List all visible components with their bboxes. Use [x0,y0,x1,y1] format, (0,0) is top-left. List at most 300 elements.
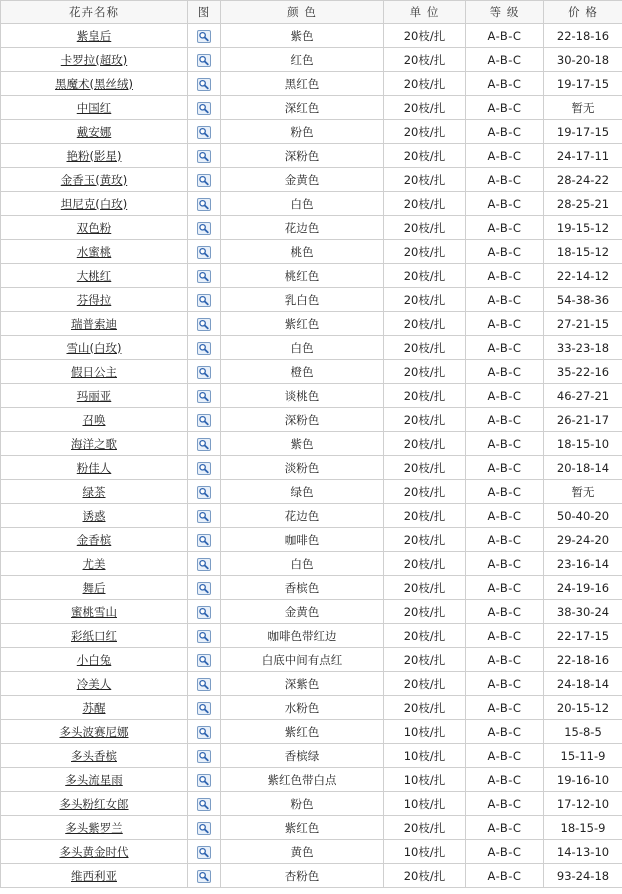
price-cell: 24-19-16 [544,576,622,600]
grade-cell: A-B-C [466,624,544,648]
magnifier-icon[interactable] [197,102,211,115]
magnifier-icon[interactable] [197,750,211,763]
unit-cell: 20枝/扎 [384,264,466,288]
flower-name-link[interactable]: 假日公主 [71,364,117,379]
image-cell [188,744,221,768]
flower-name-link[interactable]: 戴安娜 [76,124,112,139]
color-cell: 粉色 [221,792,384,816]
table-row [1,816,622,840]
table-row [1,312,622,336]
grade-cell: A-B-C [466,768,544,792]
flower-name-link[interactable]: 多头黄金时代 [59,844,129,859]
magnifier-icon[interactable] [197,582,211,595]
price-cell: 18-15-12 [544,240,622,264]
magnifier-icon[interactable] [197,462,211,475]
table-row [1,48,622,72]
color-cell: 咖啡色 [221,528,384,552]
color-cell: 谈桃色 [221,384,384,408]
price-cell: 23-16-14 [544,552,622,576]
unit-cell: 20枝/扎 [384,648,466,672]
grade-cell: A-B-C [466,648,544,672]
image-cell [188,528,221,552]
magnifier-icon[interactable] [197,654,211,667]
image-cell [188,864,221,888]
price-cell: 27-21-15 [544,312,622,336]
unit-cell: 20枝/扎 [384,288,466,312]
unit-cell: 20枝/扎 [384,216,466,240]
unit-cell: 10枝/扎 [384,768,466,792]
flower-name-cell [1,144,188,168]
price-cell: 19-17-15 [544,120,622,144]
image-cell [188,600,221,624]
unit-cell: 20枝/扎 [384,336,466,360]
grade-cell: A-B-C [466,96,544,120]
color-cell: 紫红色带白点 [221,768,384,792]
price-cell: 20-18-14 [544,456,622,480]
grade-cell: A-B-C [466,24,544,48]
price-cell: 22-18-16 [544,24,622,48]
flower-name-cell [1,624,188,648]
magnifier-icon[interactable] [197,678,211,691]
flower-name-link[interactable]: 多头波赛尼娜 [59,724,129,739]
grade-cell: A-B-C [466,168,544,192]
unit-cell: 20枝/扎 [384,528,466,552]
grade-cell: A-B-C [466,456,544,480]
flower-name-cell [1,96,188,120]
grade-cell: A-B-C [466,312,544,336]
image-cell [188,408,221,432]
color-cell: 紫红色 [221,312,384,336]
unit-cell: 10枝/扎 [384,792,466,816]
flower-name-cell [1,360,188,384]
color-cell: 粉色 [221,120,384,144]
flower-name-link[interactable]: 多头紫罗兰 [65,820,123,835]
flower-name-link[interactable]: 雪山(白玫) [66,340,122,355]
image-cell [188,456,221,480]
grade-cell: A-B-C [466,720,544,744]
price-cell: 20-15-12 [544,696,622,720]
flower-name-cell [1,288,188,312]
flower-name-link[interactable]: 彩纸口红 [71,628,117,643]
flower-name-link[interactable]: 维西利亚 [71,868,117,883]
color-cell: 桃色 [221,240,384,264]
unit-cell: 20枝/扎 [384,600,466,624]
table-row [1,480,622,504]
magnifier-icon[interactable] [197,534,211,547]
price-cell: 26-21-17 [544,408,622,432]
unit-cell: 20枝/扎 [384,192,466,216]
image-cell [188,432,221,456]
color-cell: 淡粉色 [221,456,384,480]
image-cell [188,504,221,528]
flower-name-link[interactable]: 多头流星雨 [65,772,123,787]
table-row [1,288,622,312]
color-cell: 香槟色 [221,576,384,600]
unit-cell: 10枝/扎 [384,840,466,864]
price-cell: 24-17-11 [544,144,622,168]
flower-name-cell [1,240,188,264]
magnifier-icon[interactable] [197,270,211,283]
magnifier-icon[interactable] [197,294,211,307]
color-cell: 深紫色 [221,672,384,696]
image-cell [188,696,221,720]
flower-name-cell [1,24,188,48]
flower-name-cell [1,264,188,288]
table-row [1,648,622,672]
color-cell: 乳白色 [221,288,384,312]
image-cell [188,768,221,792]
magnifier-icon[interactable] [197,630,211,643]
price-cell: 28-25-21 [544,192,622,216]
flower-name-link[interactable]: 海洋之歌 [71,436,117,451]
image-cell [188,120,221,144]
image-cell [188,648,221,672]
price-cell: 15-11-9 [544,744,622,768]
unit-cell: 10枝/扎 [384,744,466,768]
unit-cell: 20枝/扎 [384,408,466,432]
price-cell: 19-17-15 [544,72,622,96]
grade-cell: A-B-C [466,552,544,576]
flower-name-link[interactable]: 卡罗拉(超玫) [60,52,128,67]
unit-cell: 20枝/扎 [384,240,466,264]
flower-name-cell [1,192,188,216]
grade-cell: A-B-C [466,696,544,720]
flower-name-cell [1,456,188,480]
magnifier-icon[interactable] [197,438,211,451]
image-cell [188,720,221,744]
price-cell: 38-30-24 [544,600,622,624]
price-cell: 22-17-15 [544,624,622,648]
table-row [1,264,622,288]
grade-cell: A-B-C [466,144,544,168]
color-cell: 紫色 [221,432,384,456]
flower-name-link[interactable]: 黑魔术(黑丝绒) [55,76,133,91]
flower-name-link[interactable]: 玛丽亚 [76,388,112,403]
flower-name-cell [1,216,188,240]
table-row [1,696,622,720]
price-cell: 19-15-12 [544,216,622,240]
table-row [1,576,622,600]
flower-name-cell [1,336,188,360]
image-cell [188,144,221,168]
flower-name-cell [1,72,188,96]
unit-cell: 20枝/扎 [384,144,466,168]
magnifier-icon[interactable] [197,726,211,739]
grade-cell: A-B-C [466,48,544,72]
header-name: 花卉名称 [1,1,188,24]
image-cell [188,312,221,336]
magnifier-icon[interactable] [197,198,211,211]
magnifier-icon[interactable] [197,150,211,163]
color-cell: 紫红色 [221,816,384,840]
grade-cell: A-B-C [466,744,544,768]
color-cell: 白色 [221,552,384,576]
magnifier-icon[interactable] [197,318,211,331]
flower-name-link[interactable]: 水蜜桃 [76,244,112,259]
table-row [1,768,622,792]
magnifier-icon[interactable] [197,702,211,715]
grade-cell: A-B-C [466,120,544,144]
color-cell: 白色 [221,192,384,216]
color-cell: 花边色 [221,504,384,528]
color-cell: 深粉色 [221,408,384,432]
grade-cell: A-B-C [466,816,544,840]
unit-cell: 20枝/扎 [384,552,466,576]
grade-cell: A-B-C [466,72,544,96]
color-cell: 紫色 [221,24,384,48]
grade-cell: A-B-C [466,600,544,624]
magnifier-icon[interactable] [197,54,211,67]
image-cell [188,480,221,504]
image-cell [188,384,221,408]
price-cell: 18-15-10 [544,432,622,456]
image-cell [188,816,221,840]
price-cell: 30-20-18 [544,48,622,72]
image-cell [188,96,221,120]
grade-cell: A-B-C [466,480,544,504]
price-cell: 22-14-12 [544,264,622,288]
image-cell [188,216,221,240]
table-header-row [1,1,622,24]
price-cell: 22-18-16 [544,648,622,672]
flower-name-link[interactable]: 多头粉红女郎 [59,796,129,811]
flower-name-link[interactable]: 小白兔 [76,652,112,667]
flower-name-cell [1,312,188,336]
table-row [1,456,622,480]
magnifier-icon[interactable] [197,870,211,883]
flower-name-link[interactable]: 冷美人 [76,676,112,691]
magnifier-icon[interactable] [197,510,211,523]
flower-name-link[interactable]: 苏醒 [82,700,106,715]
flower-name-link[interactable]: 尤美 [82,556,106,571]
color-cell: 橙色 [221,360,384,384]
color-cell: 咖啡色带红边 [221,624,384,648]
grade-cell: A-B-C [466,264,544,288]
unit-cell: 20枝/扎 [384,864,466,888]
color-cell: 黄色 [221,840,384,864]
price-cell: 19-16-10 [544,768,622,792]
unit-cell: 20枝/扎 [384,24,466,48]
flower-name-link[interactable]: 绿茶 [82,484,106,499]
unit-cell: 20枝/扎 [384,696,466,720]
price-cell: 暂无 [544,480,622,504]
flower-name-link[interactable]: 诱惑 [82,508,106,523]
magnifier-icon[interactable] [197,246,211,259]
flower-name-cell [1,48,188,72]
grade-cell: A-B-C [466,360,544,384]
magnifier-icon[interactable] [197,366,211,379]
grade-cell: A-B-C [466,792,544,816]
flower-name-link[interactable]: 芬得拉 [76,292,112,307]
image-cell [188,624,221,648]
unit-cell: 10枝/扎 [384,720,466,744]
color-cell: 白底中间有点红 [221,648,384,672]
flower-name-cell [1,504,188,528]
grade-cell: A-B-C [466,240,544,264]
image-cell [188,576,221,600]
table-row [1,792,622,816]
header-color: 颜 色 [221,1,384,24]
flower-name-link[interactable]: 召唤 [82,412,106,427]
magnifier-icon[interactable] [197,390,211,403]
image-cell [188,72,221,96]
color-cell: 白色 [221,336,384,360]
magnifier-icon[interactable] [197,414,211,427]
grade-cell: A-B-C [466,384,544,408]
grade-cell: A-B-C [466,432,544,456]
magnifier-icon[interactable] [197,222,211,235]
flower-name-cell [1,720,188,744]
unit-cell: 20枝/扎 [384,72,466,96]
flower-name-link[interactable]: 中国红 [76,100,112,115]
unit-cell: 20枝/扎 [384,672,466,696]
unit-cell: 20枝/扎 [384,576,466,600]
price-cell: 93-24-18 [544,864,622,888]
unit-cell: 20枝/扎 [384,624,466,648]
table-row [1,504,622,528]
magnifier-icon[interactable] [197,822,211,835]
magnifier-icon[interactable] [197,174,211,187]
flower-name-cell [1,432,188,456]
table-row [1,96,622,120]
image-cell [188,48,221,72]
price-cell: 35-22-16 [544,360,622,384]
unit-cell: 20枝/扎 [384,168,466,192]
flower-name-cell [1,744,188,768]
table-row [1,744,622,768]
magnifier-icon[interactable] [197,486,211,499]
magnifier-icon[interactable] [197,342,211,355]
flower-name-link[interactable]: 瑞普索迪 [71,316,117,331]
header-price: 价 格 [544,1,622,24]
flower-name-link[interactable]: 金香玉(黄玫) [60,172,128,187]
unit-cell: 20枝/扎 [384,312,466,336]
price-cell: 15-8-5 [544,720,622,744]
flower-name-link[interactable]: 多头香槟 [71,748,117,763]
flower-name-link[interactable]: 双色粉 [76,220,112,235]
color-cell: 红色 [221,48,384,72]
grade-cell: A-B-C [466,672,544,696]
unit-cell: 20枝/扎 [384,96,466,120]
grade-cell: A-B-C [466,864,544,888]
price-cell: 46-27-21 [544,384,622,408]
unit-cell: 20枝/扎 [384,456,466,480]
color-cell: 金黄色 [221,600,384,624]
flower-name-link[interactable]: 艳粉(影星) [66,148,122,163]
color-cell: 花边色 [221,216,384,240]
magnifier-icon[interactable] [197,558,211,571]
table-row [1,240,622,264]
price-cell: 18-15-9 [544,816,622,840]
unit-cell: 20枝/扎 [384,816,466,840]
table-row [1,432,622,456]
table-row [1,672,622,696]
price-cell: 33-23-18 [544,336,622,360]
flower-name-cell [1,768,188,792]
color-cell: 深红色 [221,96,384,120]
flower-name-cell [1,672,188,696]
table-row [1,192,622,216]
price-cell: 暂无 [544,96,622,120]
flower-name-cell [1,792,188,816]
magnifier-icon[interactable] [197,846,211,859]
magnifier-icon[interactable] [197,30,211,43]
flower-name-cell [1,120,188,144]
magnifier-icon[interactable] [197,126,211,139]
flower-name-link[interactable]: 蜜桃雪山 [71,604,117,619]
grade-cell: A-B-C [466,192,544,216]
unit-cell: 20枝/扎 [384,360,466,384]
flower-name-link[interactable]: 坦尼克(白玫) [60,196,128,211]
header-grade: 等 级 [466,1,544,24]
image-cell [188,360,221,384]
flower-name-link[interactable]: 粉佳人 [76,460,112,475]
grade-cell: A-B-C [466,408,544,432]
magnifier-icon[interactable] [197,774,211,787]
table-row [1,864,622,888]
flower-name-cell [1,408,188,432]
magnifier-icon[interactable] [197,606,211,619]
color-cell: 水粉色 [221,696,384,720]
unit-cell: 20枝/扎 [384,120,466,144]
table-row [1,552,622,576]
flower-name-link[interactable]: 舞后 [82,580,106,595]
color-cell: 金黄色 [221,168,384,192]
flower-name-link[interactable]: 金香槟 [76,532,112,547]
flower-name-cell [1,528,188,552]
table-row [1,168,622,192]
color-cell: 黑红色 [221,72,384,96]
image-cell [188,840,221,864]
color-cell: 香槟绿 [221,744,384,768]
grade-cell: A-B-C [466,288,544,312]
table-row [1,384,622,408]
grade-cell: A-B-C [466,840,544,864]
price-cell: 54-38-36 [544,288,622,312]
flower-name-cell [1,384,188,408]
unit-cell: 20枝/扎 [384,48,466,72]
flower-name-cell [1,816,188,840]
table-row [1,336,622,360]
magnifier-icon[interactable] [197,78,211,91]
flower-name-cell [1,864,188,888]
image-cell [188,672,221,696]
image-cell [188,792,221,816]
table-row [1,528,622,552]
price-cell: 17-12-10 [544,792,622,816]
price-cell: 29-24-20 [544,528,622,552]
flower-name-cell [1,840,188,864]
table-row [1,624,622,648]
unit-cell: 20枝/扎 [384,384,466,408]
table-row [1,144,622,168]
table-row [1,840,622,864]
price-cell: 28-24-22 [544,168,622,192]
unit-cell: 20枝/扎 [384,432,466,456]
color-cell: 杏粉色 [221,864,384,888]
color-cell: 深粉色 [221,144,384,168]
flower-name-cell [1,600,188,624]
magnifier-icon[interactable] [197,798,211,811]
flower-name-cell [1,552,188,576]
grade-cell: A-B-C [466,528,544,552]
price-cell: 14-13-10 [544,840,622,864]
color-cell: 紫红色 [221,720,384,744]
flower-name-link[interactable]: 大桃红 [76,268,112,283]
flower-name-link[interactable]: 紫皇后 [76,28,112,43]
table-row [1,24,622,48]
header-image: 图 [188,1,221,24]
